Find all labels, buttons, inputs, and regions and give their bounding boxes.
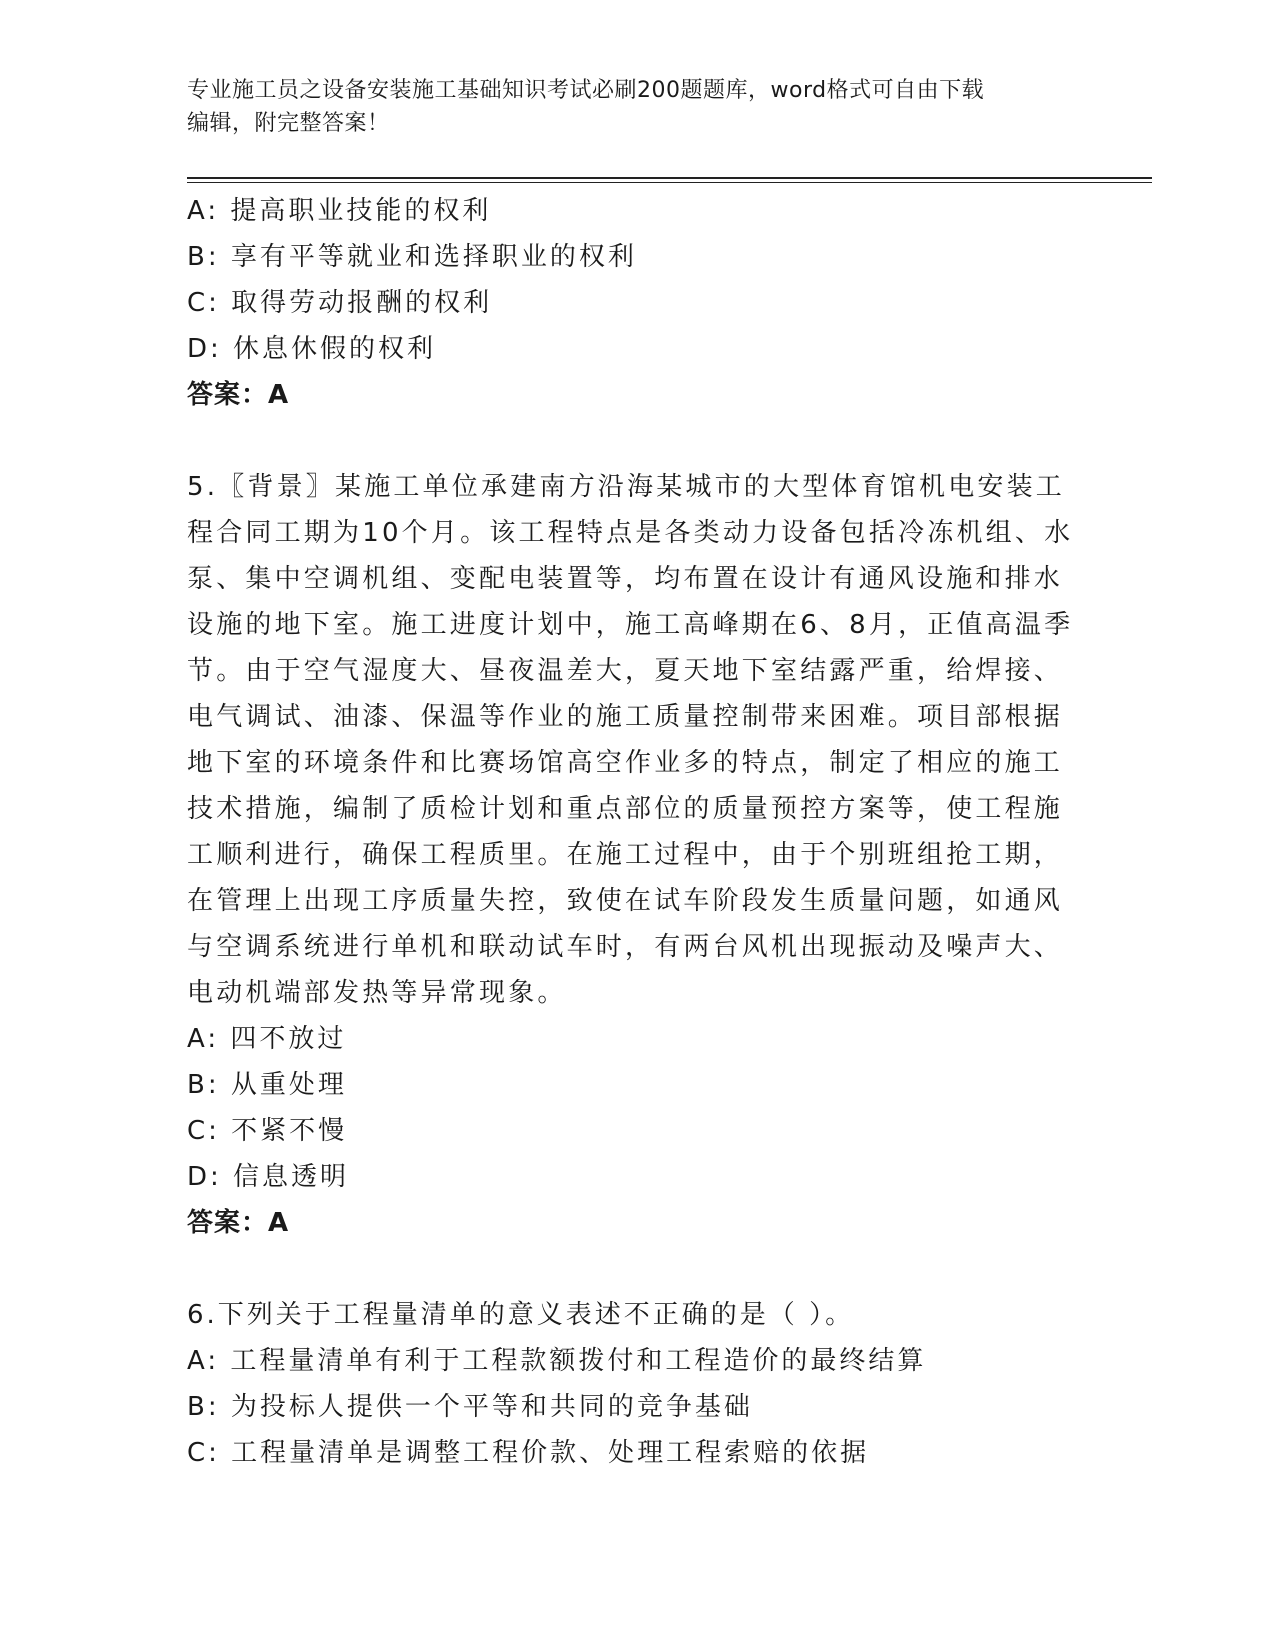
- header-line-2: 编辑，附完整答案！: [187, 111, 390, 136]
- question-4-options: [187, 188, 1087, 372]
- stem-line: 设施的地下室。施工进度计划中，施工高峰期在6、8月，正值高温季: [187, 610, 1074, 640]
- document-body: [187, 188, 1087, 1476]
- option-b: B: 为投标人提供一个平等和共同的竞争基础: [187, 1392, 753, 1422]
- option-b: B: 享有平等就业和选择职业的权利: [187, 242, 637, 272]
- question-6-options: [187, 1338, 1087, 1476]
- question-5-answer: 答案：A: [187, 1208, 290, 1238]
- stem-line: 电气调试、油漆、保温等作业的施工质量控制带来困难。项目部根据: [187, 702, 1064, 732]
- question-6-stem: 6.下列关于工程量清单的意义表述不正确的是（ ）。: [187, 1300, 855, 1330]
- spacer: [187, 418, 1087, 464]
- option-c: C: 工程量清单是调整工程价款、处理工程索赔的依据: [187, 1438, 870, 1468]
- stem-line: 5.〖背景〗某施工单位承建南方沿海某城市的大型体育馆机电安装工: [187, 472, 1066, 502]
- option-c: C: 取得劳动报酬的权利: [187, 288, 493, 318]
- option-d: D: 信息透明: [187, 1162, 350, 1192]
- stem-line: 泵、集中空调机组、变配电装置等，均布置在设计有通风设施和排水: [187, 564, 1064, 594]
- option-a: A: 工程量清单有利于工程款额拨付和工程造价的最终结算: [187, 1346, 927, 1376]
- header-divider-thick: [187, 177, 1152, 179]
- stem-line: 技术措施，编制了质检计划和重点部位的质量预控方案等，使工程施: [187, 794, 1064, 824]
- option-a: A: 提高职业技能的权利: [187, 196, 492, 226]
- question-5-options: [187, 1016, 1087, 1200]
- header-line-1: 专业施工员之设备安装施工基础知识考试必刷200题题库，word格式可自由下载: [187, 78, 985, 103]
- option-a: A: 四不放过: [187, 1024, 347, 1054]
- stem-line: 程合同工期为10个月。该工程特点是各类动力设备包括冷冻机组、水: [187, 518, 1074, 548]
- question-4-answer: 答案：A: [187, 380, 290, 410]
- header-divider-thin: [187, 182, 1152, 183]
- stem-line: 电动机端部发热等异常现象。: [187, 978, 567, 1008]
- stem-line: 在管理上出现工序质量失控，致使在试车阶段发生质量问题，如通风: [187, 886, 1064, 916]
- option-c: C: 不紧不慢: [187, 1116, 348, 1146]
- document-header: [187, 74, 1067, 140]
- option-b: B: 从重处理: [187, 1070, 347, 1100]
- stem-line: 节。由于空气湿度大、昼夜温差大，夏天地下室结露严重，给焊接、: [187, 656, 1064, 686]
- stem-line: 工顺利进行，确保工程质里。在施工过程中，由于个别班组抢工期，: [187, 840, 1064, 870]
- stem-line: 与空调系统进行单机和联动试车时，有两台风机出现振动及噪声大、: [187, 932, 1064, 962]
- stem-line: 地下室的环境条件和比赛场馆高空作业多的特点，制定了相应的施工: [187, 748, 1064, 778]
- spacer: [187, 1246, 1087, 1292]
- question-5-stem: [187, 464, 1087, 1016]
- option-d: D: 休息休假的权利: [187, 334, 437, 364]
